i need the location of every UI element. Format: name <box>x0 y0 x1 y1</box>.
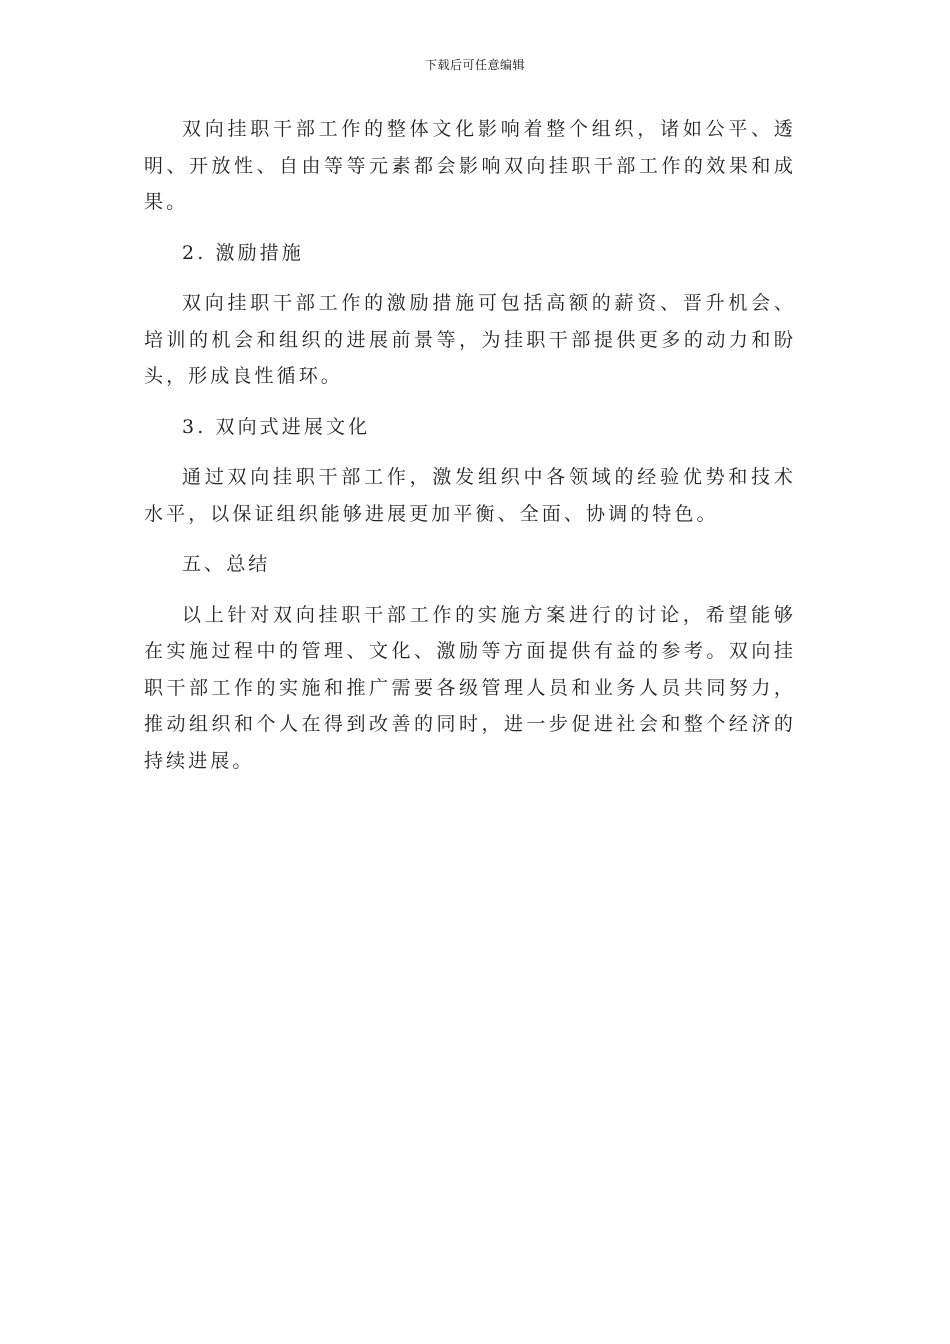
paragraph-incentives: 双向挂职干部工作的激励措施可包括高额的薪资、晋升机会、培训的机会和组织的进展前景等，为挂职干部提供更多的动力和盼头，形成良性循环。 <box>144 292 796 387</box>
paragraph-gap <box>144 532 796 546</box>
paragraph-gap <box>144 445 796 459</box>
page-header: 下载后可任意编辑 <box>424 58 525 72</box>
paragraph-culture: 双向挂职干部工作的整体文化影响着整个组织，诸如公平、透明、开放性、自由等等元素都会影响双向挂职干部工作的效果和成果。 <box>144 118 796 213</box>
section-heading-incentives: 2. 激励措施 <box>182 241 304 264</box>
paragraph-development-culture: 通过双向挂职干部工作，激发组织中各领域的经验优势和技术水平，以保证组织能够进展更加平衡、全面、协调的特色。 <box>144 466 796 525</box>
paragraph-gap <box>144 221 796 235</box>
paragraph-summary: 以上针对双向挂职干部工作的实施方案进行的讨论，希望能够在实施过程中的管理、文化、激励等方面提供有益的参考。双向挂职干部工作的实施和推广需要各级管理人员和业务人员共同努力，推动组织和个人在得到改善的同时，进一步促进社会和整个经济的持续进展。 <box>144 603 796 772</box>
section-heading-development-culture: 3. 双向式进展文化 <box>182 415 371 438</box>
document-body <box>144 111 796 779</box>
paragraph-gap <box>144 583 796 597</box>
paragraph-gap <box>144 271 796 285</box>
section-heading-summary: 五、总结 <box>182 553 271 575</box>
paragraph-gap <box>144 395 796 409</box>
